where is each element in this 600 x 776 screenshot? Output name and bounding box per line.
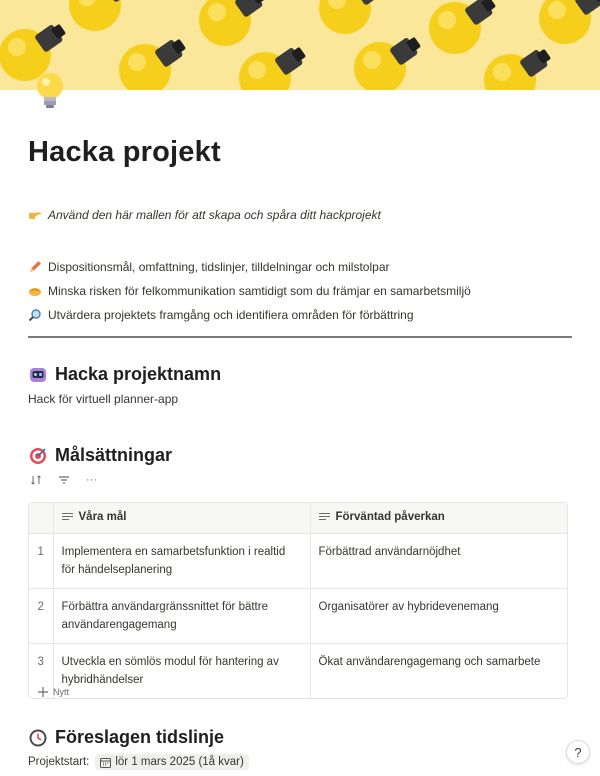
callout-text: Använd den här mallen för att skapa och spåra ditt hackprojekt bbox=[48, 208, 381, 222]
goal-cell[interactable]: Utveckla en sömlös modul för hantering av hybridhändelser bbox=[53, 643, 310, 698]
handshake-icon bbox=[28, 284, 42, 298]
cover-image bbox=[0, 0, 600, 90]
date-mention[interactable]: lör 1 mars 2025 (1å kvar) bbox=[95, 754, 248, 770]
table-row[interactable] bbox=[29, 533, 567, 588]
goals-table bbox=[28, 502, 568, 699]
pencil-icon bbox=[28, 260, 42, 274]
sort-icon[interactable] bbox=[30, 474, 42, 486]
magnifier-icon bbox=[28, 308, 42, 322]
more-options-icon[interactable]: ··· bbox=[86, 474, 97, 486]
calendar-icon bbox=[100, 757, 111, 768]
plus-icon bbox=[38, 687, 48, 697]
row-number-header bbox=[29, 503, 53, 533]
divider bbox=[28, 336, 572, 338]
text-property-icon bbox=[62, 512, 73, 522]
goal-cell[interactable]: Förbättra användargränssnittet för bättre användarengagemang bbox=[53, 588, 310, 643]
text-property-icon bbox=[319, 512, 330, 522]
goal-cell[interactable]: Implementera en samarbetsfunktion i realtid för händelseplanering bbox=[53, 533, 310, 588]
clock-icon bbox=[28, 728, 48, 748]
lightbulb-icon[interactable] bbox=[30, 70, 70, 114]
new-row-button[interactable]: Nytt bbox=[38, 687, 69, 697]
target-icon bbox=[28, 446, 48, 466]
table-toolbar bbox=[30, 472, 97, 488]
column-header-goals[interactable]: Våra mål bbox=[53, 503, 310, 533]
section-heading-timeline: Föreslagen tidslinje bbox=[28, 727, 224, 748]
impact-cell[interactable]: Ökat användarengagemang och samarbete bbox=[318, 655, 541, 668]
row-number: 3 bbox=[29, 643, 53, 698]
list-item: Utvärdera projektets framgång och identifiera områden för förbättring bbox=[28, 303, 471, 327]
section-heading-name: Hacka projektnamn bbox=[28, 364, 221, 385]
lightbulb-pattern bbox=[0, 0, 600, 90]
filter-icon[interactable] bbox=[58, 474, 70, 486]
list-item: Minska risken för felkommunikation samtidigt som du främjar en samarbetsmiljö bbox=[28, 279, 471, 303]
pointing-hand-icon bbox=[28, 208, 42, 222]
section-heading-goals: Målsättningar bbox=[28, 445, 172, 466]
column-header-impact[interactable]: Förväntad påverkan bbox=[310, 503, 567, 533]
callout bbox=[28, 208, 381, 222]
impact-cell[interactable]: Förbättrad användarnöjdhet bbox=[310, 533, 567, 588]
robot-icon bbox=[28, 365, 48, 385]
project-name-text: Hack för virtuell planner-app bbox=[28, 392, 179, 406]
table-row[interactable] bbox=[29, 643, 567, 698]
project-start-label: Projektstart: bbox=[28, 756, 90, 768]
impact-cell[interactable]: Organisatörer av hybridevenemang bbox=[310, 588, 567, 643]
help-button[interactable]: ? bbox=[566, 740, 590, 764]
list-item: Dispositionsmål, omfattning, tidslinjer, tilldelningar och milstolpar bbox=[28, 255, 471, 279]
row-number: 2 bbox=[29, 588, 53, 643]
row-number: 1 bbox=[29, 533, 53, 588]
intro-list bbox=[28, 255, 471, 327]
project-start bbox=[28, 754, 249, 770]
page-title: Hacka projekt bbox=[28, 136, 221, 168]
table-row[interactable] bbox=[29, 588, 567, 643]
